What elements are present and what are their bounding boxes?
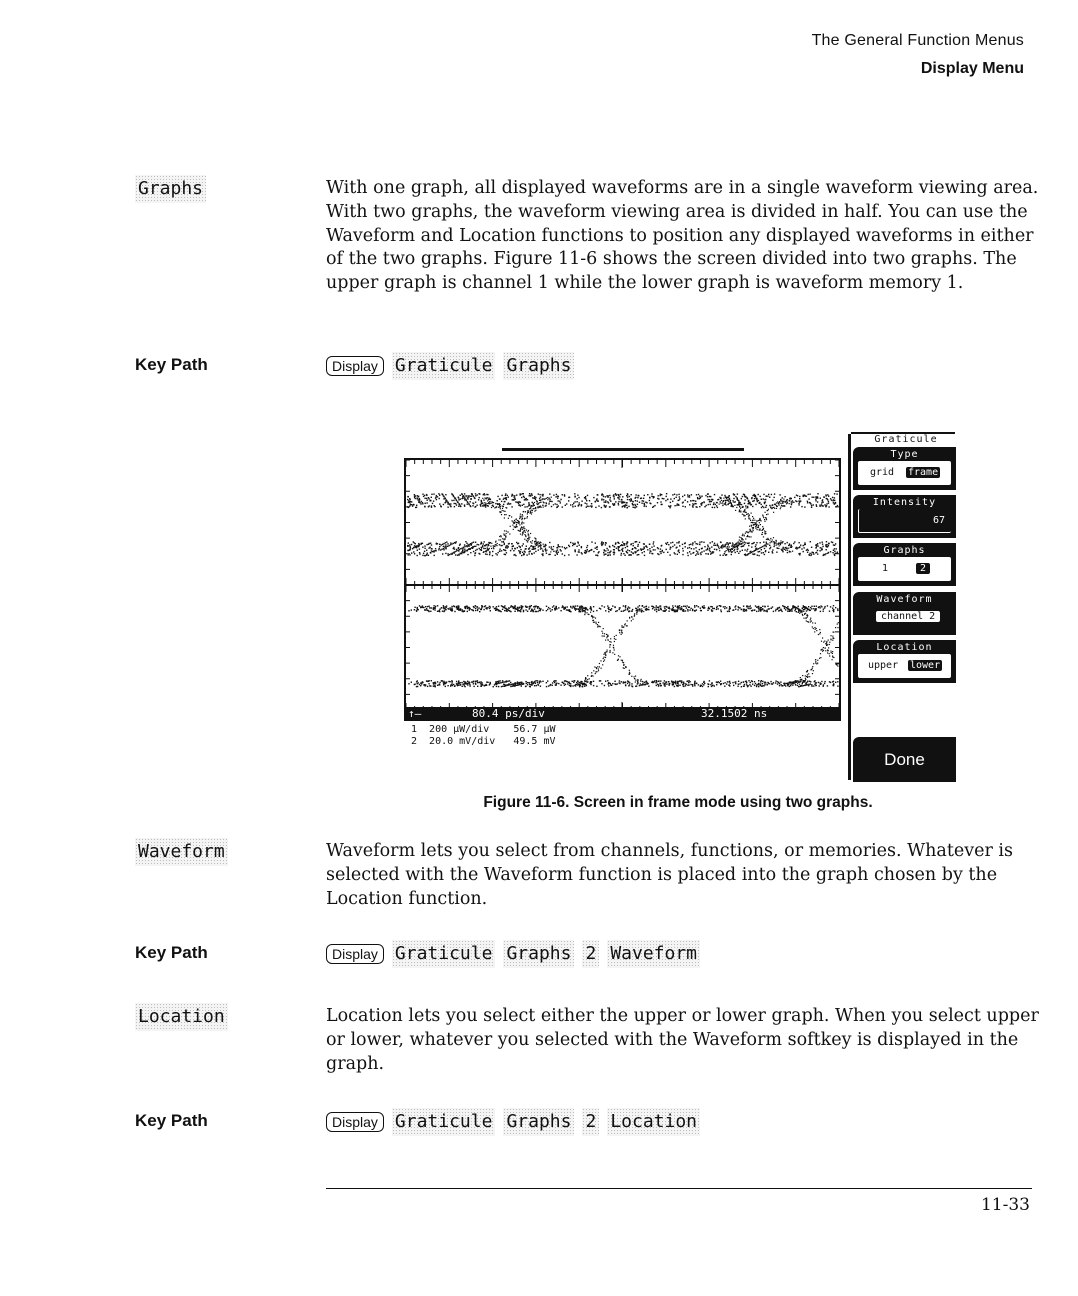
waveform-softkey: Waveform: [607, 940, 700, 968]
graphs-softkey: Graphs: [503, 940, 574, 968]
display-hardkey: Display: [326, 356, 384, 376]
figure-caption: Figure 11-6. Screen in frame mode using two graphs.: [483, 794, 873, 811]
timebase-status-bar: [404, 707, 841, 721]
graticule-softkey: Graticule: [392, 1108, 496, 1136]
graticule-softkey: Graticule: [392, 940, 496, 968]
graphs-key-path: [326, 352, 574, 380]
graphs-softkey: Graphs: [503, 352, 574, 380]
location-lower-option: lower: [910, 660, 941, 671]
done-menu-key[interactable]: Done: [853, 737, 956, 782]
intensity-value: 67: [932, 515, 945, 526]
page-number: 11-33: [980, 1195, 1030, 1215]
graphs-softkey: Graphs: [135, 175, 206, 203]
channel-1-scale: 1 200 µW/div 56.7 µW: [411, 724, 556, 735]
waveform-softkey: Waveform: [135, 838, 228, 866]
location-softkey: Location: [135, 1003, 228, 1031]
graphs-option-1: 1: [882, 563, 889, 574]
trigger-icon: ↑—: [408, 707, 422, 720]
location-label: Location: [876, 642, 933, 653]
graphs-label: Graphs: [883, 545, 926, 556]
location-softkey: Location: [607, 1108, 700, 1136]
intensity-menu-key[interactable]: [853, 495, 956, 538]
graphs-option-2: 2: [916, 563, 930, 574]
graphs-description: With one graph, all displayed waveforms are in a single waveform viewing area. With two graphs, the waveform viewing area is divided in half. You can use the Waveform and Location functions to position any displayed waveforms in either of the two graphs. Figure 11-6 shows the screen divided into two graphs. The upper graph is channel 1 while the lower graph is waveform memory 1.: [326, 178, 1039, 294]
location-key-path-label: Key Path: [135, 1111, 208, 1130]
timebase-position: 32.1502 ns: [701, 707, 768, 720]
channel-2-scale: 2 20.0 mV/div 49.5 mV: [411, 736, 556, 747]
running-header-subsection: Display Menu: [920, 60, 1024, 77]
waveform-key-path-label: Key Path: [135, 943, 208, 962]
waveform-value-box: [858, 606, 951, 630]
menu-divider: [848, 434, 851, 780]
location-key-path: [326, 1108, 700, 1136]
waveform-label: Waveform: [876, 594, 933, 605]
graticule-menu-title: Graticule: [874, 434, 938, 445]
graphs-options: [858, 557, 951, 581]
footer-rule: [326, 1188, 1032, 1189]
graphs-menu-key[interactable]: [853, 543, 956, 586]
intensity-value-box: [858, 509, 951, 533]
waveform-key-path: [326, 940, 700, 968]
type-label: Type: [890, 449, 919, 460]
display-hardkey: Display: [326, 944, 384, 964]
eye-diagram-graphs: [406, 460, 839, 718]
graphs-2-softkey: 2: [582, 1108, 599, 1136]
waveform-value: channel 2: [876, 611, 940, 622]
graphs-softkey: Graphs: [503, 1108, 574, 1136]
intensity-label: Intensity: [872, 497, 937, 508]
oscilloscope-screen: [404, 458, 841, 720]
location-options: [858, 654, 951, 678]
graphs-key-path-label: Key Path: [135, 355, 208, 374]
location-menu-key[interactable]: [853, 640, 956, 683]
type-grid-option: grid: [870, 467, 895, 478]
timebase-scale: 80.4 ps/div: [472, 707, 545, 720]
type-options: [858, 461, 951, 485]
display-hardkey: Display: [326, 1112, 384, 1132]
graticule-softkey: Graticule: [392, 352, 496, 380]
running-header-section: The General Function Menus: [811, 32, 1024, 49]
type-frame-option: frame: [908, 467, 939, 478]
figure-top-bar: [502, 448, 744, 451]
graphs-2-softkey: 2: [582, 940, 599, 968]
location-upper-option: upper: [868, 660, 899, 671]
type-menu-key[interactable]: [853, 447, 956, 490]
location-description: Location lets you select either the upper or lower graph. When you select upper or lower, whatever you selected with the Waveform softkey is displayed in the graph.: [326, 1006, 1039, 1074]
waveform-description: Waveform lets you select from channels, functions, or memories. Whatever is selected with the Waveform function is placed into the graph chosen by the Location function.: [326, 841, 1013, 909]
waveform-menu-key[interactable]: [853, 592, 956, 635]
